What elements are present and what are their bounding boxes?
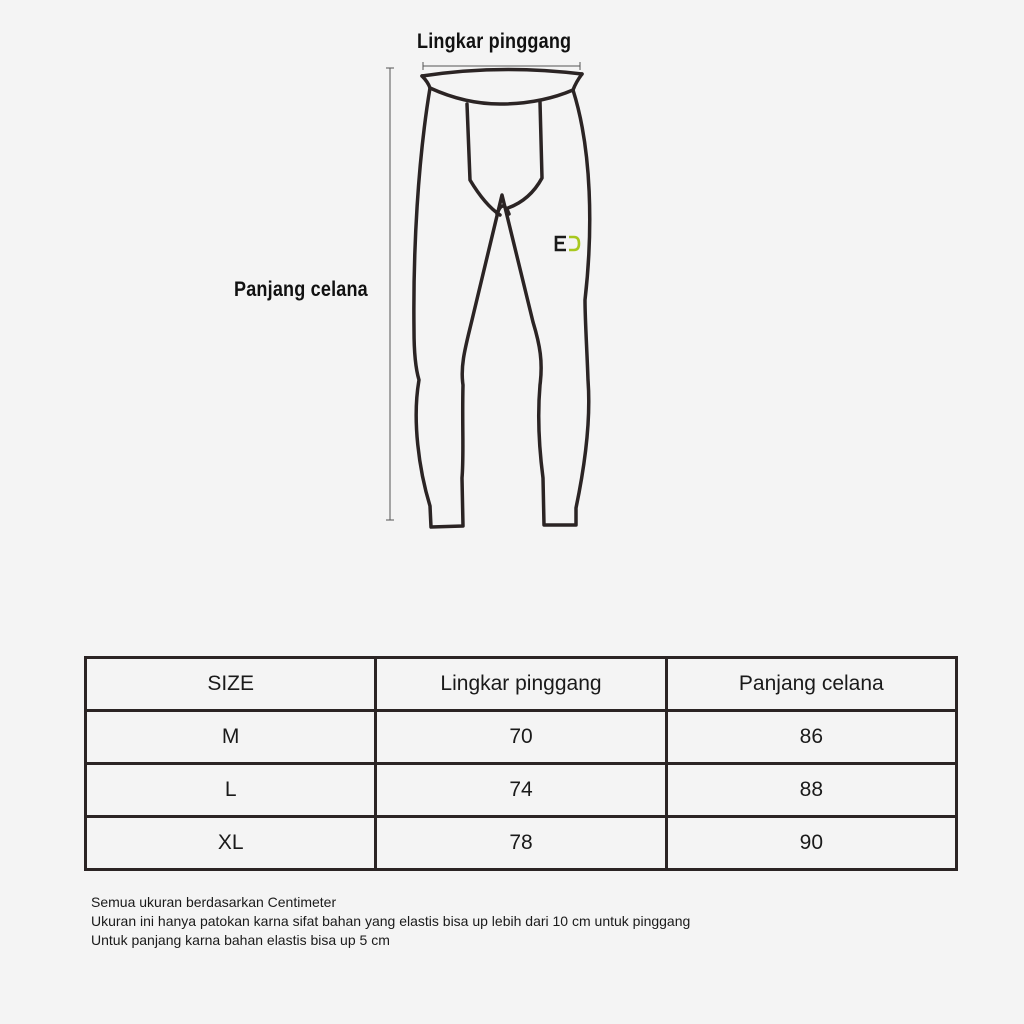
- waistband-bottom: [430, 88, 573, 104]
- header-waist: Lingkar pinggang: [376, 658, 666, 711]
- waist-cell: 70: [376, 711, 666, 764]
- table-row: [86, 711, 957, 764]
- size-cell: L: [86, 764, 376, 817]
- waistband-top: [422, 69, 582, 76]
- note-line: Untuk panjang karna bahan elastis bisa up 5 cm: [91, 932, 390, 948]
- size-chart-table: [84, 656, 958, 871]
- ed-logo-icon: [556, 237, 579, 250]
- length-measure-line: [386, 68, 394, 520]
- length-cell: 86: [666, 711, 956, 764]
- crotch-seam: [497, 206, 509, 214]
- table-row: [86, 817, 957, 870]
- header-size: SIZE: [86, 658, 376, 711]
- right-inseam: [508, 102, 542, 208]
- length-measure-label: Panjang celana: [234, 278, 368, 301]
- size-cell: M: [86, 711, 376, 764]
- note-line: Ukuran ini hanya patokan karna sifat bahan yang elastis bisa up lebih dari 10 cm untuk pinggang: [91, 913, 691, 929]
- pants-outline: [414, 74, 590, 527]
- length-cell: 90: [666, 817, 956, 870]
- measurement-notes: [91, 893, 690, 950]
- length-cell: 88: [666, 764, 956, 817]
- header-length: Panjang celana: [666, 658, 956, 711]
- table-header-row: [86, 658, 957, 711]
- waist-measure-label: Lingkar pinggang: [417, 30, 572, 53]
- left-inseam: [467, 104, 500, 215]
- size-cell: XL: [86, 817, 376, 870]
- waist-cell: 74: [376, 764, 666, 817]
- table-row: [86, 764, 957, 817]
- waist-cell: 78: [376, 817, 666, 870]
- note-line: Semua ukuran berdasarkan Centimeter: [91, 894, 337, 910]
